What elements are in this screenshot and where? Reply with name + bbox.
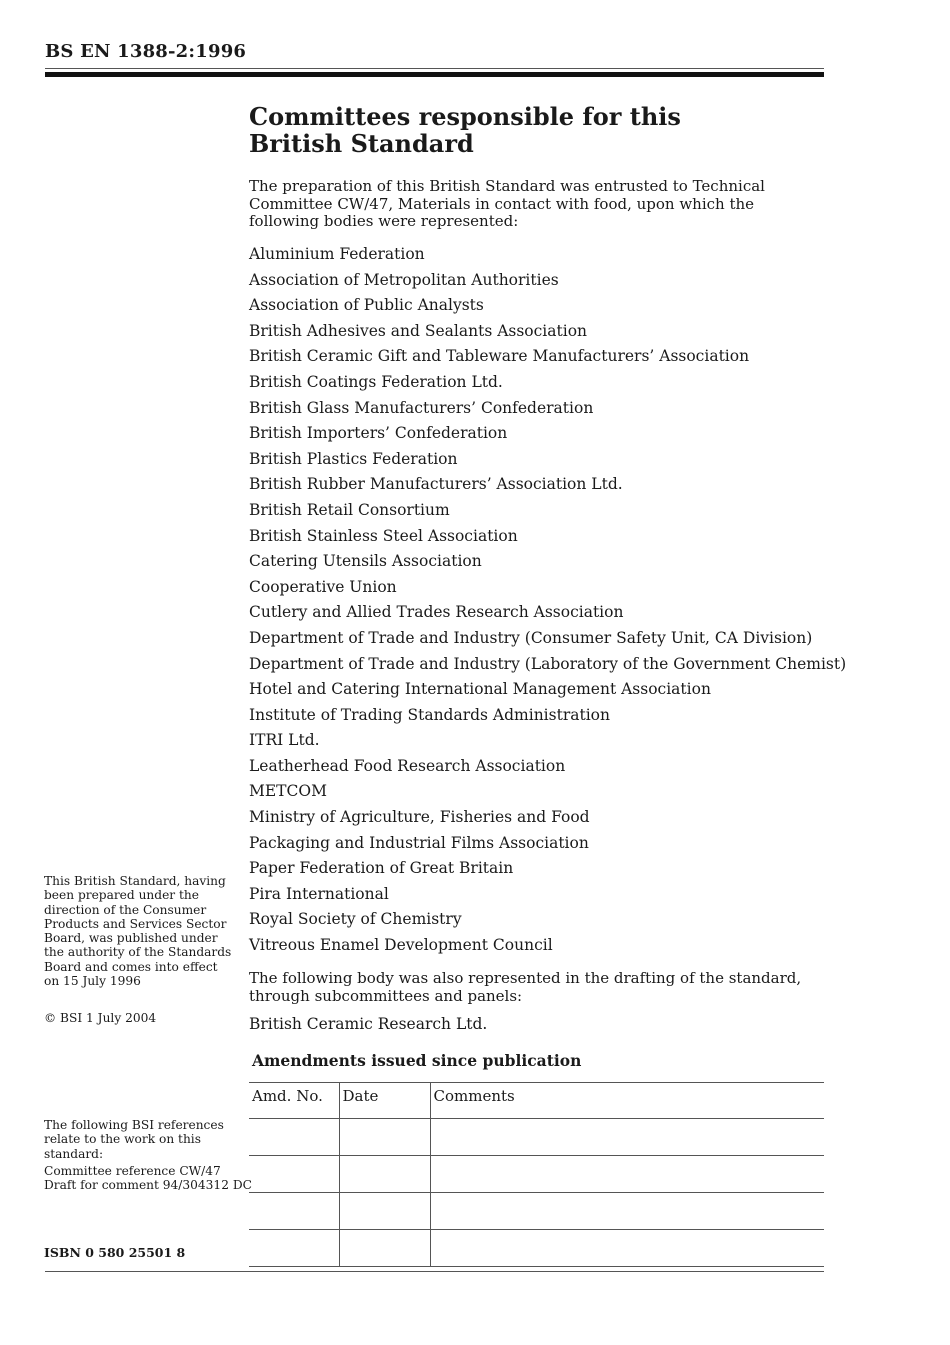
list-item: Cutlery and Allied Trades Research Association [249, 603, 624, 622]
table-cell [430, 1193, 824, 1230]
table-cell [339, 1230, 430, 1267]
list-item: British Coatings Federation Ltd. [249, 372, 503, 391]
list-item: Packaging and Industrial Films Association [249, 833, 589, 852]
copyright-text: © BSI 1 July 2004 [44, 1011, 157, 1025]
list-item: British Ceramic Gift and Tableware Manufacturers’ Association [249, 347, 750, 366]
table-row [249, 1230, 824, 1267]
list-item: British Adhesives and Sealants Association [249, 321, 588, 340]
publication-note-text: This British Standard, having been prepared under the direction of the Consumer Products and Services Sector Board, was published under the authority of the Standards Board and comes into effect on 15 July 1996 [44, 874, 232, 989]
table-cell [249, 1193, 339, 1230]
list-item: British Glass Manufacturers’ Confederation [249, 398, 594, 417]
list-item: Cooperative Union [249, 577, 397, 596]
list-item: Pira International [249, 884, 389, 903]
amendments-title: Amendments issued since publication [252, 1051, 582, 1070]
list-item: Department of Trade and Industry (Consumer Safety Unit, CA Division) [249, 628, 813, 647]
table-cell [249, 1119, 339, 1156]
table-row [249, 1156, 824, 1193]
list-item: METCOM [249, 782, 327, 801]
list-item: British Plastics Federation [249, 449, 458, 468]
also-represented-text: The following body was also represented in the drafting of the standard, through subcommittees and panels: [249, 969, 802, 1005]
footer-rule [45, 1271, 824, 1272]
list-item: Ministry of Agriculture, Fisheries and Food [249, 808, 590, 827]
list-item: Department of Trade and Industry (Laboratory of the Government Chemist) [249, 654, 847, 673]
also-represented-body: British Ceramic Research Ltd. [249, 1015, 488, 1033]
list-item: British Stainless Steel Association [249, 526, 518, 545]
table-row [249, 1193, 824, 1230]
list-item: Association of Metropolitan Authorities [249, 270, 559, 289]
header-rule-thin [45, 68, 824, 69]
amendments-table [249, 1082, 824, 1267]
draft-reference: Draft for comment 94/304312 DC [44, 1178, 252, 1193]
list-item: British Rubber Manufacturers’ Association Ltd. [249, 475, 623, 494]
table-row [249, 1119, 824, 1156]
table-cell [430, 1156, 824, 1193]
copyright-notice [44, 1011, 156, 1025]
intro-paragraph: The preparation of this British Standard was entrusted to Technical Committee CW/47, Materials in contact with food, upon which the following bodies were represented: [249, 177, 765, 230]
publication-note [44, 874, 234, 988]
list-item: Paper Federation of Great Britain [249, 859, 514, 878]
page-title [249, 103, 681, 157]
title-line-1: Committees responsible for this [249, 102, 681, 131]
bsi-references [44, 1118, 252, 1193]
list-item: Aluminium Federation [249, 245, 425, 263]
table-cell [430, 1119, 824, 1156]
amendments-header-row [249, 1083, 824, 1119]
column-header-comments: Comments [430, 1083, 824, 1119]
committee-reference: Committee reference CW/47 [44, 1163, 221, 1178]
list-item: Vitreous Enamel Development Council [249, 936, 553, 955]
table-cell [249, 1156, 339, 1193]
table-cell [339, 1119, 430, 1156]
header-rule-thick [45, 72, 824, 77]
list-item: Hotel and Catering International Management Association [249, 680, 711, 699]
list-item: Association of Public Analysts [249, 296, 484, 315]
table-cell [339, 1193, 430, 1230]
column-header-amd-no: Amd. No. [249, 1083, 339, 1119]
references-intro: The following BSI references relate to the work on this standard: [44, 1118, 224, 1161]
list-item: Royal Society of Chemistry [249, 910, 462, 929]
column-header-date: Date [339, 1083, 430, 1119]
list-item: British Importers’ Confederation [249, 424, 508, 443]
title-line-2: British Standard [249, 129, 474, 158]
table-cell [430, 1230, 824, 1267]
list-item: ITRI Ltd. [249, 731, 320, 750]
table-cell [249, 1230, 339, 1267]
list-item: British Retail Consortium [249, 500, 450, 519]
represented-bodies-list [249, 244, 846, 961]
isbn: ISBN 0 580 25501 8 [44, 1245, 186, 1260]
list-item: Leatherhead Food Research Association [249, 756, 566, 775]
list-item: Catering Utensils Association [249, 552, 482, 571]
table-cell [339, 1156, 430, 1193]
list-item: Institute of Trading Standards Administration [249, 705, 610, 724]
document-reference: BS EN 1388-2:1996 [45, 41, 247, 62]
